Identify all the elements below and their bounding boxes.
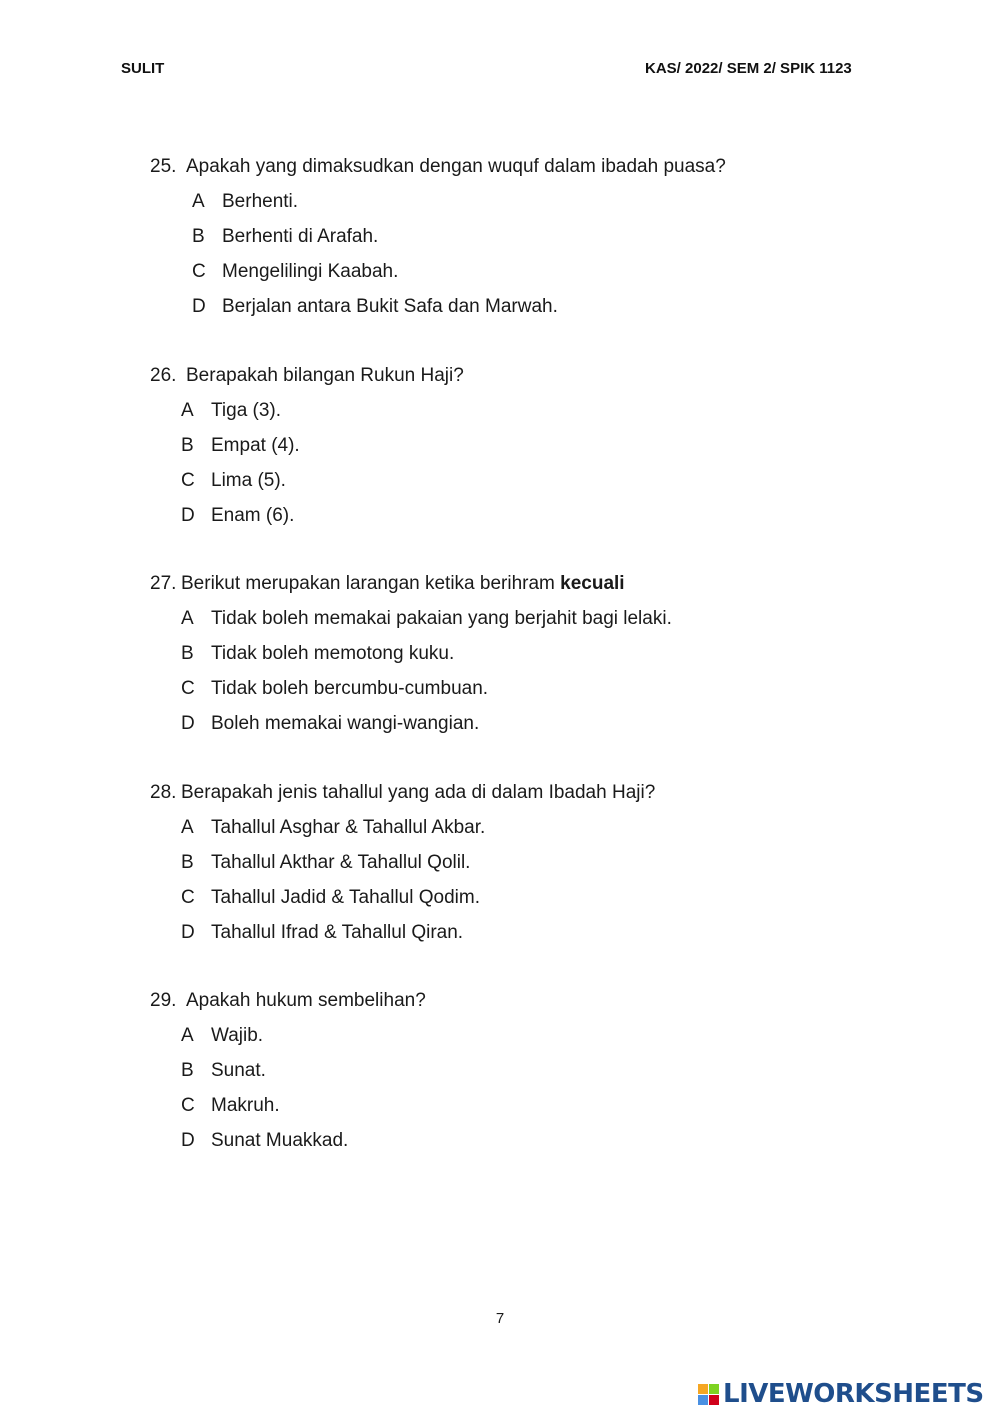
question-text (150, 364, 910, 388)
option-c[interactable] (150, 260, 910, 284)
option-letter: A (181, 400, 194, 421)
option-letter: C (181, 678, 195, 699)
option-c[interactable] (150, 886, 910, 910)
option-text: Sunat. (211, 1060, 266, 1081)
option-letter: B (181, 643, 194, 664)
option-d[interactable] (150, 504, 910, 528)
question-25 (150, 155, 910, 319)
option-text: Berhenti. (222, 191, 299, 212)
option-letter: D (192, 296, 206, 317)
question-number: 26. (150, 365, 177, 386)
question-text (150, 572, 910, 596)
option-text: Enam (6). (211, 505, 295, 526)
question-26 (150, 364, 910, 528)
question-stem: Apakah yang dimaksudkan dengan wuquf dalam ibadah puasa? (186, 156, 726, 177)
option-text: Tahallul Jadid & Tahallul Qodim. (211, 887, 480, 908)
question-28 (150, 781, 910, 945)
option-b[interactable] (150, 225, 910, 249)
option-letter: D (181, 922, 195, 943)
option-letter: D (181, 505, 195, 526)
option-d[interactable] (150, 1129, 910, 1153)
option-text: Tahallul Ifrad & Tahallul Qiran. (211, 922, 464, 943)
option-text: Lima (5). (211, 470, 286, 491)
option-text: Sunat Muakkad. (211, 1130, 349, 1151)
option-text: Tiga (3). (211, 400, 282, 421)
option-letter: A (192, 191, 205, 212)
header-left-label: SULIT (121, 60, 165, 77)
question-emphasis: kecuali (560, 573, 625, 594)
logo-square-v (698, 1395, 708, 1405)
option-letter: D (181, 713, 195, 734)
option-text: Tahallul Akthar & Tahallul Qolil. (211, 852, 471, 873)
option-letter: A (181, 1025, 194, 1046)
option-text: Wajib. (211, 1025, 264, 1046)
option-text: Empat (4). (211, 435, 300, 456)
question-number: 29. (150, 990, 177, 1011)
option-letter: D (181, 1130, 195, 1151)
option-b[interactable] (150, 434, 910, 458)
option-letter: C (181, 470, 195, 491)
option-d[interactable] (150, 295, 910, 319)
option-text: Boleh memakai wangi-wangian. (211, 713, 480, 734)
option-letter: A (181, 608, 194, 629)
question-text (150, 989, 910, 1013)
option-d[interactable] (150, 712, 910, 736)
option-b[interactable] (150, 1059, 910, 1083)
option-letter: B (192, 226, 205, 247)
option-b[interactable] (150, 851, 910, 875)
option-b[interactable] (150, 642, 910, 666)
option-text: Berjalan antara Bukit Safa dan Marwah. (222, 296, 558, 317)
option-c[interactable] (150, 469, 910, 493)
question-stem: Berapakah jenis tahallul yang ada di dalam Ibadah Haji? (181, 782, 656, 803)
question-29 (150, 989, 910, 1153)
question-27 (150, 572, 910, 736)
option-d[interactable] (150, 921, 910, 945)
logo-square-i (709, 1384, 719, 1394)
option-letter: B (181, 435, 194, 456)
logo-square-l (698, 1384, 708, 1394)
option-a[interactable] (150, 399, 910, 423)
option-letter: C (192, 261, 206, 282)
option-letter: A (181, 817, 194, 838)
question-stem: Apakah hukum sembelihan? (186, 990, 426, 1011)
liveworksheets-grid-icon (698, 1384, 719, 1405)
question-stem: Berikut merupakan larangan ketika berihram (181, 573, 555, 594)
option-letter: C (181, 887, 195, 908)
option-a[interactable] (150, 1024, 910, 1048)
page-number: 7 (495, 1310, 505, 1327)
option-a[interactable] (150, 190, 910, 214)
logo-square-e (709, 1395, 719, 1405)
liveworksheets-logo (698, 1378, 984, 1410)
option-c[interactable] (150, 1094, 910, 1118)
liveworksheets-brand: LIVEWORKSHEETS (723, 1379, 984, 1409)
option-text: Tidak boleh memakai pakaian yang berjahit bagi lelaki. (211, 608, 672, 629)
option-text: Tahallul Asghar & Tahallul Akbar. (211, 817, 486, 838)
option-a[interactable] (150, 607, 910, 631)
question-text (150, 155, 910, 179)
option-letter: C (181, 1095, 195, 1116)
option-text: Tidak boleh bercumbu-cumbuan. (211, 678, 489, 699)
option-text: Mengelilingi Kaabah. (222, 261, 399, 282)
option-letter: B (181, 1060, 194, 1081)
header-right-code: KAS/ 2022/ SEM 2/ SPIK 1123 (645, 60, 852, 77)
option-text: Tidak boleh memotong kuku. (211, 643, 455, 664)
option-text: Makruh. (211, 1095, 280, 1116)
option-c[interactable] (150, 677, 910, 701)
option-a[interactable] (150, 816, 910, 840)
option-letter: B (181, 852, 194, 873)
question-text (150, 781, 910, 805)
question-stem: Berapakah bilangan Rukun Haji? (186, 365, 464, 386)
question-number: 27. (150, 573, 177, 594)
question-number: 28. (150, 782, 177, 803)
option-text: Berhenti di Arafah. (222, 226, 379, 247)
question-number: 25. (150, 156, 177, 177)
